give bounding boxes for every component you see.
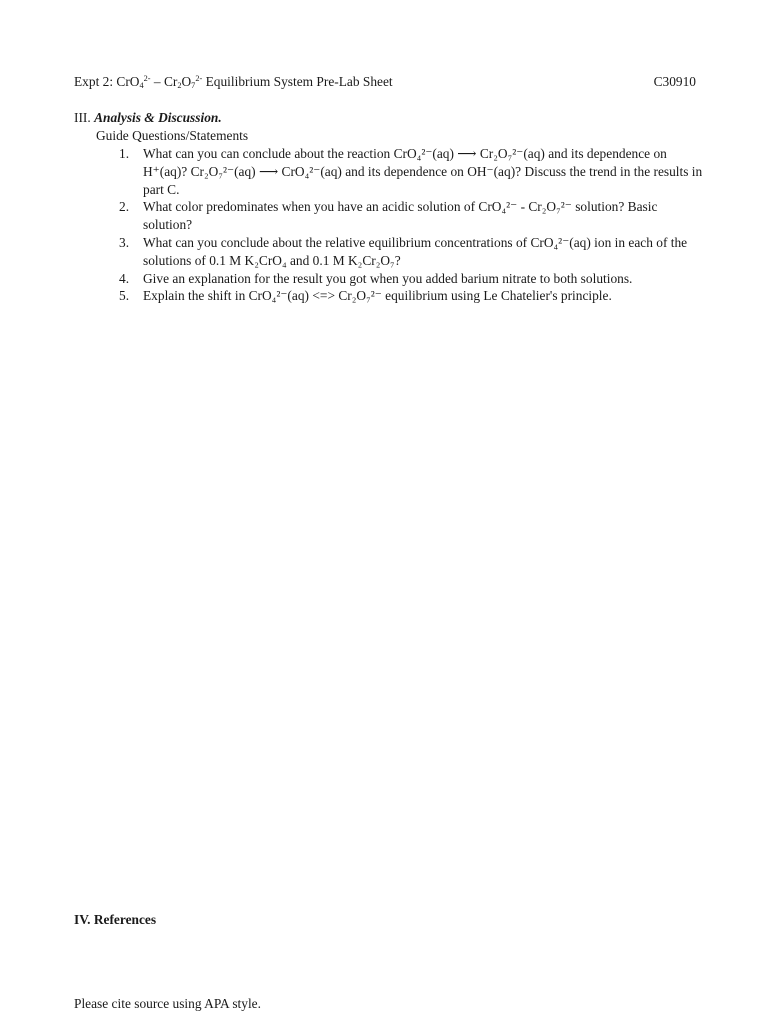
question-item (119, 287, 703, 305)
question-text: Give an explanation for the result you got when you added barium nitrate to both solutions. (143, 270, 633, 286)
guide-questions-list (119, 145, 703, 305)
document-header (74, 73, 696, 91)
section-numeral: III. (74, 110, 95, 125)
question-item (119, 198, 703, 234)
question-number: 5. (119, 288, 130, 304)
question-text: Explain the shift in CrO₄²⁻(aq) <=> Cr₂O₇²⁻ equilibrium using Le Chatelier's principle. (143, 288, 612, 304)
section-analysis-discussion (74, 109, 222, 127)
course-code: C30910 (653, 74, 696, 89)
question-item (119, 145, 703, 198)
question-item (119, 234, 703, 270)
question-text: What can you conclude about the relative equilibrium concentrations of CrO₄²⁻(aq) ion in each of the solutions of 0.1 M K₂CrO₄ and 0.1 M K₂Cr₂O₇? (143, 234, 688, 268)
citation-instruction: Please cite source using APA style. (74, 996, 261, 1011)
header-title: Expt 2: $CrO_4^{2-} - Cr_2O_7^{2-}$ Equilibrium System Pre-Lab Sheet (74, 74, 393, 91)
question-number: 3. (119, 234, 130, 250)
guide-label: Guide Questions/Statements (96, 128, 249, 143)
question-number: 4. (119, 270, 130, 286)
question-item (119, 270, 703, 288)
section-heading: Analysis & Discussion. (94, 110, 222, 125)
question-number: 2. (119, 199, 130, 215)
question-text: What color predominates when you have an acidic solution of CrO₄²⁻ - Cr₂O₇²⁻ solution? Basic solution? (143, 199, 658, 233)
question-text: What can you can conclude about the reaction CrO₄²⁻(aq) ⟶ Cr₂O₇²⁻(aq) and its dependence on H⁺(aq)? Cr₂O₇²⁻(aq) ⟶ CrO₄²⁻(aq) and its dependence on OH⁻(aq)? Discuss the trend in the results in part C. (143, 146, 703, 197)
question-number: 1. (119, 146, 130, 161)
references-heading: IV. References (74, 912, 157, 927)
